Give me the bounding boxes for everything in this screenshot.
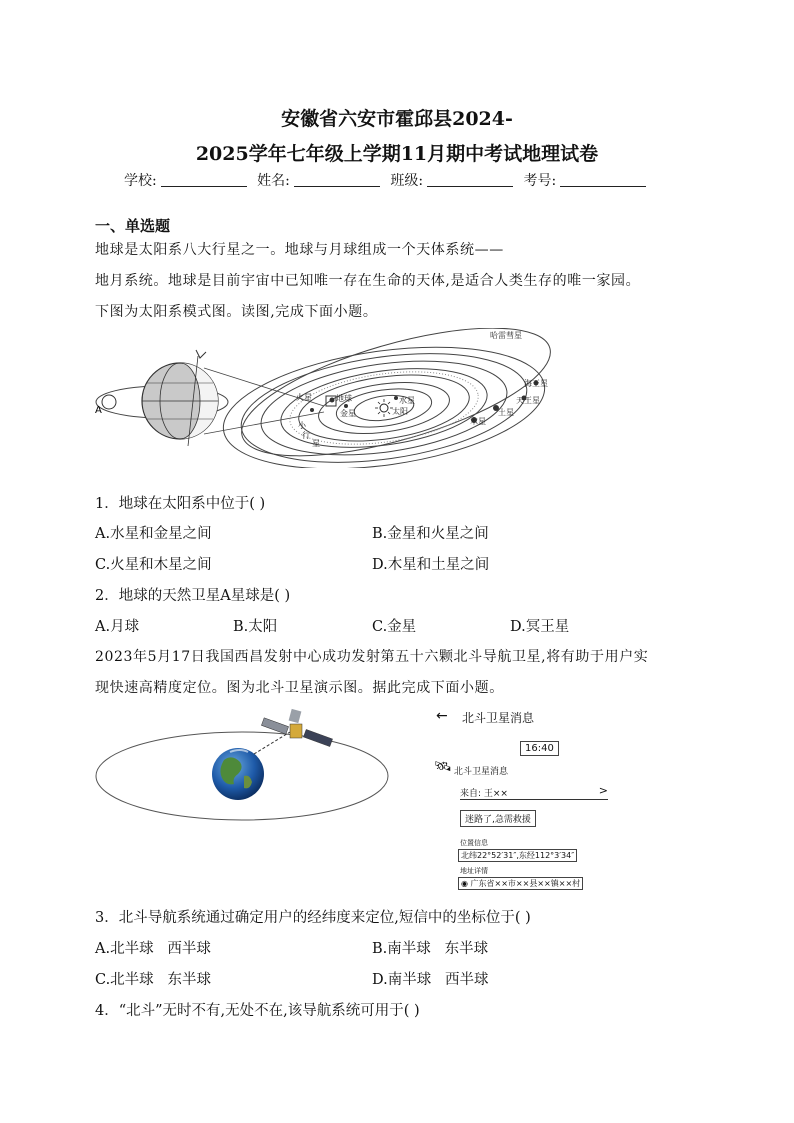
passage1-line2: 地月系统。地球是目前宇宙中已知唯一存在生命的天体,是适合人类生存的唯一家园。 [95,273,641,289]
q3-option-c: C.北半球 东半球 [95,972,212,988]
q2-option-b: B.太阳 [233,619,278,635]
satellite-small-icon: 🛰 [434,759,452,775]
message-time: 16:40 [520,741,559,756]
address-detail-label: 地址详情 [460,867,488,875]
venus-label: 金星 [340,409,356,418]
back-arrow-icon[interactable]: ← [436,708,448,724]
saturn-label: 土星 [498,408,514,417]
passage2-line1: 2023年5月17日我国西昌发射中心成功发射第五十六颗北斗导航卫星,将有助于用户实 [95,649,649,665]
exam-number-label: 考号: [523,173,557,189]
q3-option-a: A.北半球 西半球 [95,941,211,957]
student-info-row [124,170,652,190]
halley-comet-label: 哈雷彗星 [490,331,522,340]
passage1-line3: 下图为太阳系模式图。读图,完成下面小题。 [95,304,378,320]
earth-globe-icon [142,350,218,446]
uranus-label: 天王星 [516,396,540,405]
q1-option-c: C.火星和木星之间 [95,557,212,573]
passage2-line2: 现快速高精度定位。图为北斗卫星演示图。据此完成下面小题。 [95,680,504,696]
q1-option-a: A.水星和金星之间 [95,526,212,542]
mercury-dot [394,396,398,400]
q2-option-a: A.月球 [95,619,140,635]
chevron-right-icon: > [598,784,608,797]
beidou-message-figure [436,708,626,893]
q1-option-b: B.金星和火星之间 [372,526,489,542]
q3-option-b: B.南半球 东半球 [372,941,489,957]
q2-option-d: D.冥王星 [510,619,570,635]
asteroid-label-1: 小 [298,421,306,430]
coordinates-text: 北纬22°52′31″,东经112°3′34″ [458,849,577,862]
question-4-stem: 4．“北斗”无时不有,无处不在,该导航系统可用于( ) [95,1003,420,1019]
mars-label: 火星 [296,393,312,402]
from-row[interactable] [460,786,608,800]
question-2-stem: 2．地球的天然卫星A星球是( ) [95,588,291,604]
satellite-icon [261,709,332,747]
q1-option-d: D.木星和土星之间 [372,557,490,573]
mercury-label: 水星 [399,396,415,405]
location-info-label: 位置信息 [460,839,488,847]
question-3-stem: 3．北斗导航系统通过确定用户的经纬度来定位,短信中的坐标位于( ) [95,910,531,926]
solar-system-figure [92,328,562,468]
moon-label: A [95,405,102,416]
from-label: 来自: 王×× [460,789,508,799]
signal-line [254,732,290,754]
section-heading: 一、单选题 [95,217,171,235]
address-row [458,877,583,890]
jupiter-label: 木星 [470,417,486,426]
class-label: 班级: [390,173,424,189]
asteroid-label-3: 星 [312,439,320,448]
sun-label: 太阳 [392,407,408,416]
earth-dot [330,398,335,403]
class-blank [427,172,513,187]
school-blank [161,172,247,187]
passage1-line1: 地球是太阳系八大行星之一。地球与月球组成一个天体系统—— [95,242,504,258]
exam-number-blank [560,172,646,187]
message-content: 迷路了,急需救援 [460,810,536,827]
venus-dot [344,404,348,408]
mars-dot [310,408,314,412]
exam-title-line1: 安徽省六安市霍邱县2024- [281,108,513,130]
location-pin-icon: ◉ [461,879,468,888]
name-blank [294,172,380,187]
school-label: 学校: [124,173,157,189]
planet-orbits [216,328,562,468]
earth-label: 地球 [336,394,352,403]
sender-title: 北斗卫星消息 [454,767,509,777]
neptune-label: 海王星 [524,379,548,388]
asteroid-label-2: 行 [302,431,310,440]
q2-option-c: C.金星 [372,619,417,635]
q3-option-d: D.南半球 西半球 [372,972,489,988]
question-1-stem: 1．地球在太阳系中位于( ) [95,496,266,512]
address-text: 广东省××市××县××镇××村 [470,879,581,888]
moon-icon [102,395,116,409]
message-header: 北斗卫星消息 [462,711,535,725]
exam-title-line2: 2025学年七年级上学期11月期中考试地理试卷 [195,143,599,165]
name-label: 姓名: [257,173,290,189]
earth-icon [212,748,264,800]
sun-icon [375,399,393,417]
beidou-orbit-figure [94,702,394,822]
